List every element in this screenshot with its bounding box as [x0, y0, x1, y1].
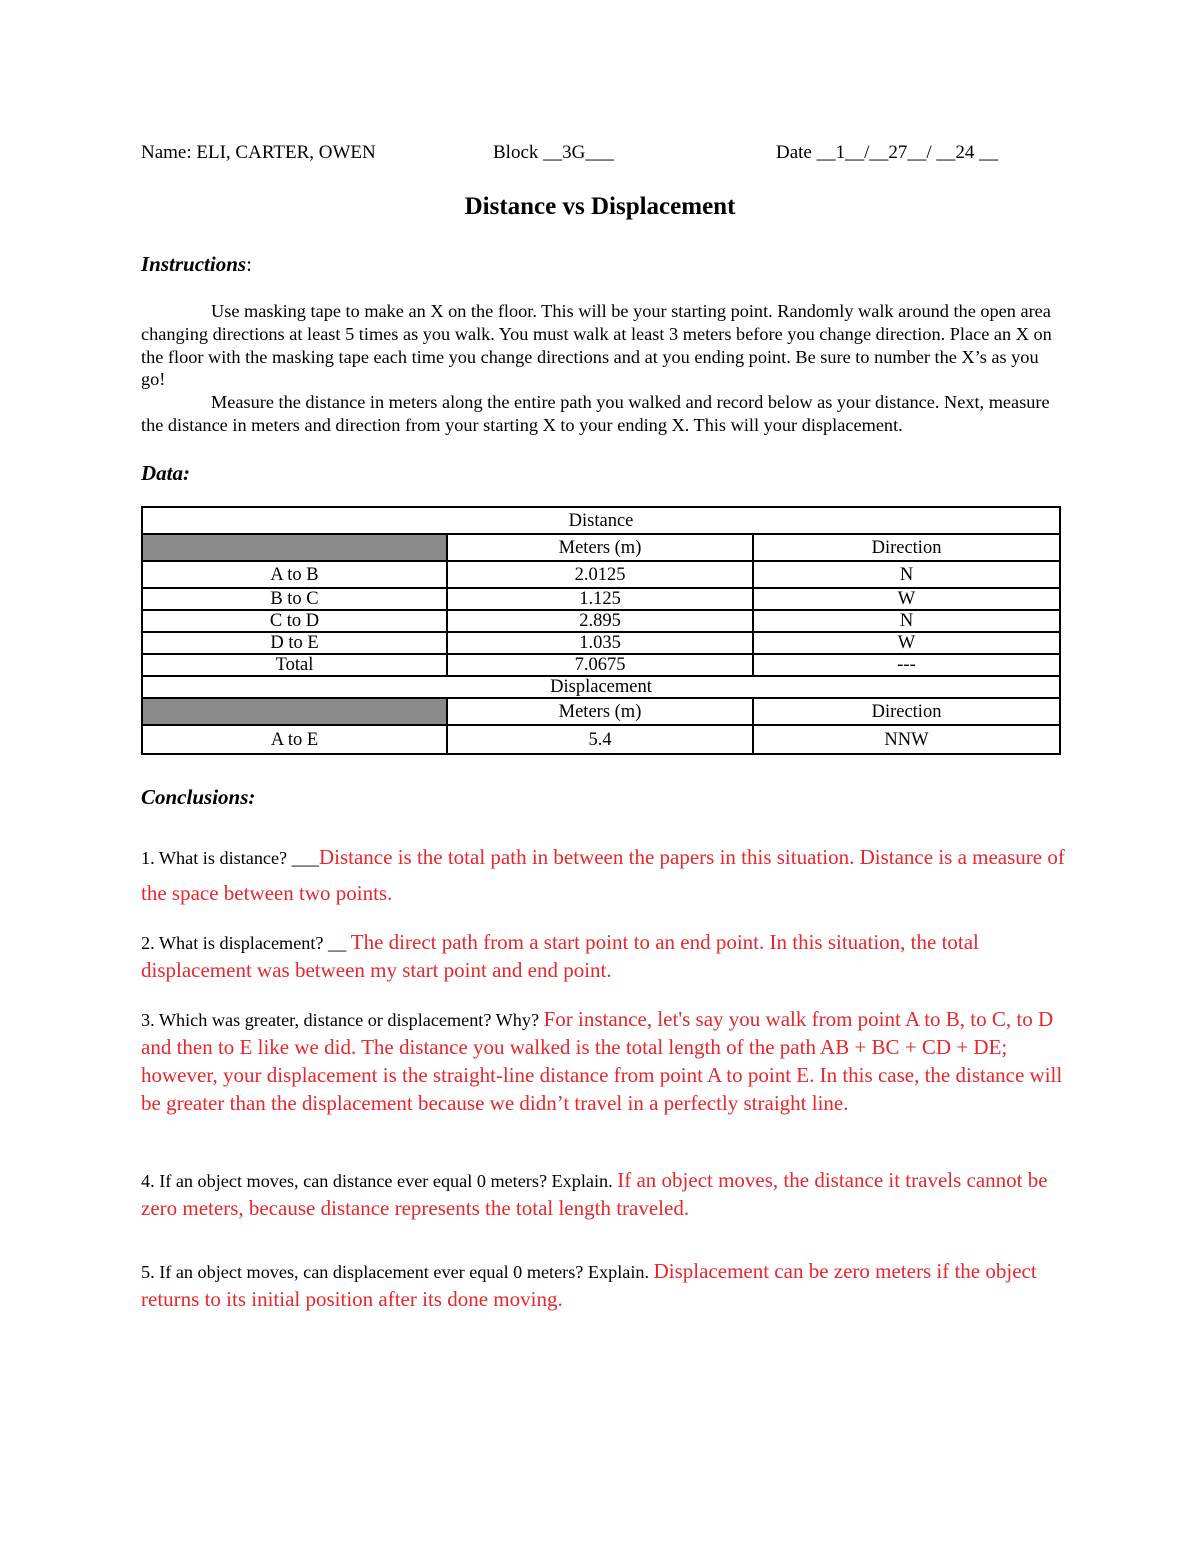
- meters-cell: 5.4: [447, 725, 753, 754]
- displacement-header-row: [142, 698, 1060, 725]
- block-field: Block __3G___: [493, 142, 614, 163]
- question-5-prompt: 5. If an object moves, can displacement ever equal 0 meters? Explain.: [141, 1262, 654, 1282]
- segment-cell: A to B: [142, 561, 447, 588]
- table-row: [142, 632, 1060, 654]
- instructions-heading: [141, 252, 252, 277]
- direction-cell: N: [753, 610, 1060, 632]
- question-1-answer: Distance is the total path in between the papers in this situation. Distance is a measure of the space between two points.: [141, 845, 1065, 905]
- meters-header: Meters (m): [447, 698, 753, 725]
- conclusions-heading: Conclusions:: [141, 785, 256, 809]
- distance-header-row: [142, 534, 1060, 561]
- meters-cell: 1.125: [447, 588, 753, 610]
- segment-cell: C to D: [142, 610, 447, 632]
- direction-header: Direction: [753, 534, 1060, 561]
- direction-cell: NNW: [753, 725, 1060, 754]
- question-3-prompt: 3. Which was greater, distance or displacement? Why?: [141, 1010, 544, 1030]
- instructions-body: [141, 300, 1061, 437]
- segment-cell: B to C: [142, 588, 447, 610]
- distance-title: Distance: [142, 507, 1060, 534]
- question-3: [141, 1006, 1071, 1118]
- segment-cell: Total: [142, 654, 447, 676]
- name-field: Name: ELI, CARTER, OWEN: [141, 142, 376, 163]
- meters-cell: 2.0125: [447, 561, 753, 588]
- date-field: Date __1__/__27__/ __24 __: [776, 142, 999, 163]
- direction-cell: N: [753, 561, 1060, 588]
- shaded-cell: [142, 534, 447, 561]
- table-row: [142, 610, 1060, 632]
- segment-cell: D to E: [142, 632, 447, 654]
- direction-cell: ---: [753, 654, 1060, 676]
- question-1-prompt: 1. What is distance? ___: [141, 848, 319, 868]
- table-row: [142, 588, 1060, 610]
- total-row: [142, 654, 1060, 676]
- question-2-answer: The direct path from a start point to an end point. In this situation, the total displacement was between my start point and end point.: [141, 930, 979, 982]
- question-4-answer: If an object moves, the distance it travels cannot be zero meters, because distance represents the total length traveled.: [141, 1168, 1048, 1220]
- meters-header: Meters (m): [447, 534, 753, 561]
- question-5-answer: Displacement can be zero meters if the object returns to its initial position after its done moving.: [141, 1259, 1037, 1311]
- distance-title-row: [142, 507, 1060, 534]
- instructions-paragraph-2: Measure the distance in meters along the entire path you walked and record below as your distance. Next, measure the distance in meters and direction from your starting X to your ending X. This will your displacement.: [141, 392, 1050, 435]
- table-row: [142, 561, 1060, 588]
- table-row: [142, 725, 1060, 754]
- direction-cell: W: [753, 632, 1060, 654]
- meters-cell: 2.895: [447, 610, 753, 632]
- data-table: [141, 506, 1061, 755]
- data-heading: Data:: [141, 461, 190, 485]
- instructions-heading-colon: :: [246, 252, 252, 276]
- shaded-cell: [142, 698, 447, 725]
- page-title: Distance vs Displacement: [464, 193, 736, 220]
- meters-cell: 1.035: [447, 632, 753, 654]
- question-2-prompt: 2. What is displacement? __: [141, 933, 351, 953]
- question-5: [141, 1258, 1071, 1314]
- question-3-answer: For instance, let's say you walk from point A to B, to C, to D and then to E like we did. The distance you walked is the total length of the path AB + BC + CD + DE; however, your displacement is the straight-line distance from point A to point E. In this case, the distance will be greater than the displacement because we didn’t travel in a perfectly straight line.: [141, 1007, 1063, 1115]
- question-4-prompt: 4. If an object moves, can distance ever equal 0 meters? Explain.: [141, 1171, 618, 1191]
- question-4: [141, 1167, 1071, 1223]
- displacement-title: Displacement: [142, 676, 1060, 698]
- question-2: [141, 929, 1071, 985]
- displacement-title-row: [142, 676, 1060, 698]
- direction-header: Direction: [753, 698, 1060, 725]
- direction-cell: W: [753, 588, 1060, 610]
- segment-cell: A to E: [142, 725, 447, 754]
- instructions-heading-text: Instructions: [141, 252, 247, 276]
- question-1: [141, 840, 1071, 912]
- instructions-paragraph-1: Use masking tape to make an X on the floor. This will be your starting point. Randomly walk around the open area changing directions at least 5 times as you walk. You must walk at least 3 meters before you change direction. Place an X on the floor with the masking tape each time you change directions and at you ending point. Be sure to number the X’s as you go!: [141, 301, 1052, 390]
- meters-cell: 7.0675: [447, 654, 753, 676]
